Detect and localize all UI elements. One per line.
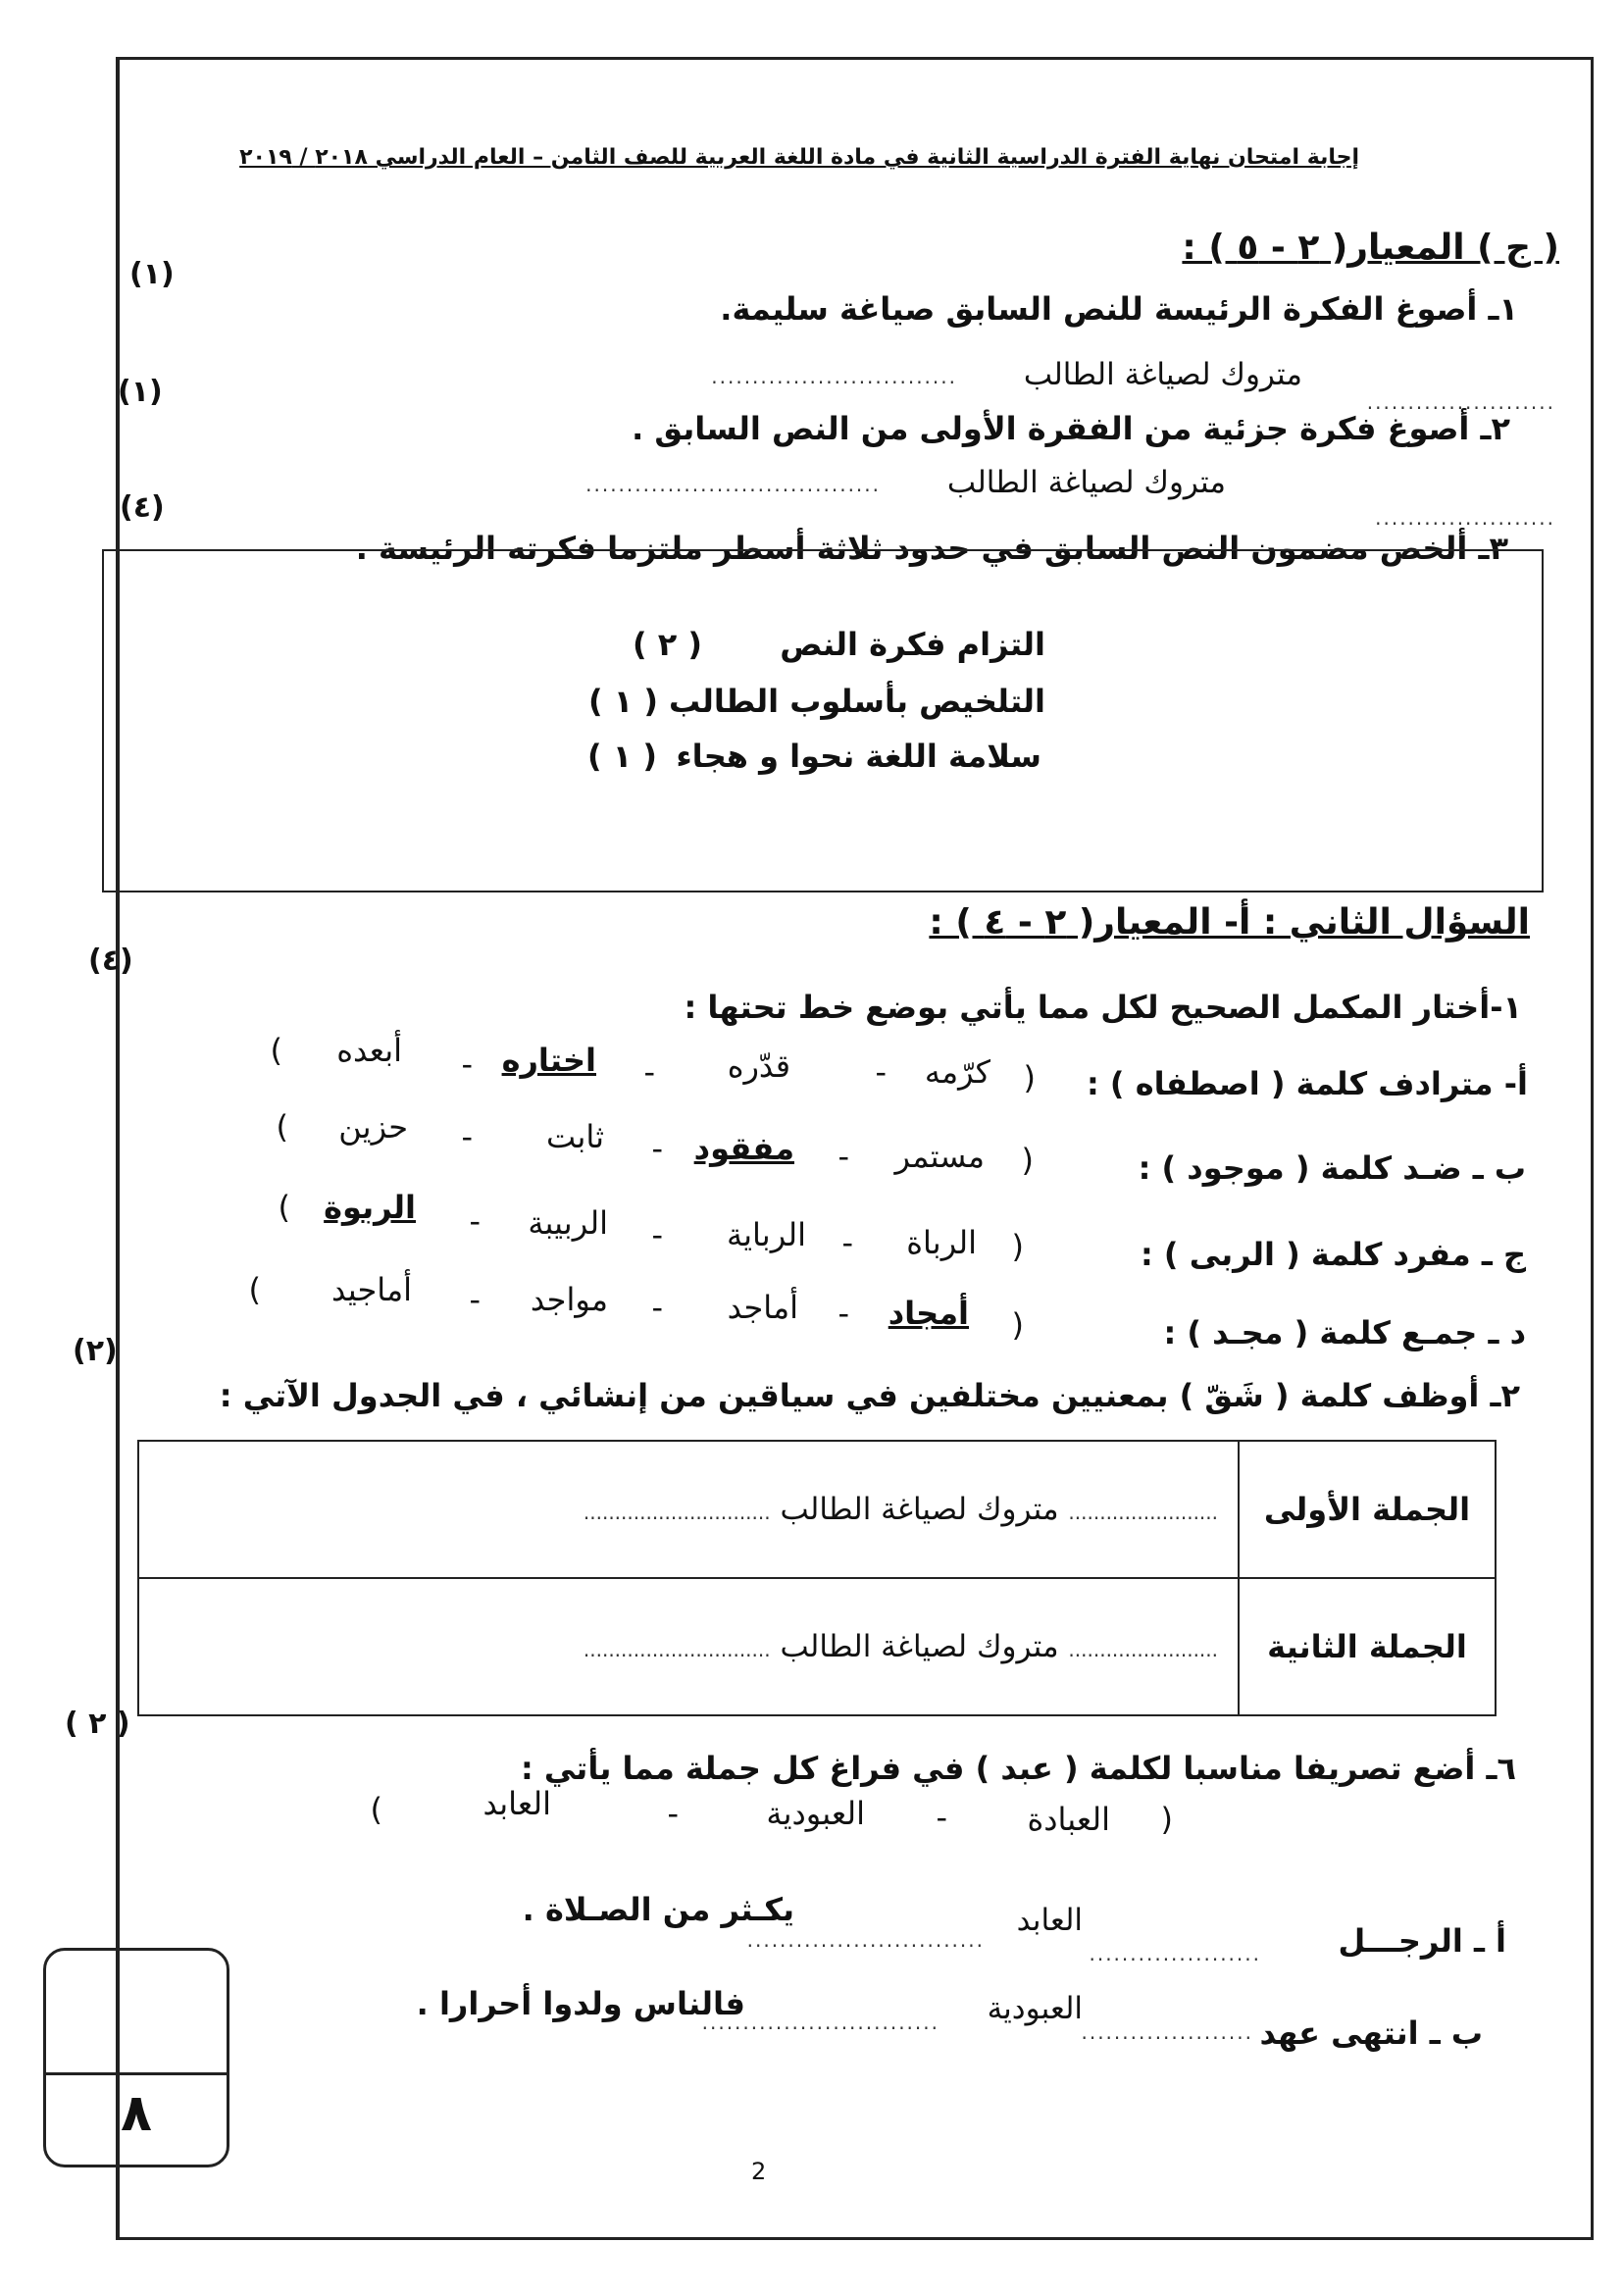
item-b-option-4: حزين <box>338 1108 408 1146</box>
criterion-1-text: التزام فكرة النص <box>780 626 1045 663</box>
q2-dots-left: .................................... <box>585 473 881 496</box>
criterion-1-score: ( ٢ ) <box>632 626 702 663</box>
page-number: 2 <box>751 2158 767 2185</box>
q2-text: ٢ـ أصوغ فكرة جزئية من الفقرة الأولى من النص السابق . <box>632 410 1510 447</box>
item-d-option-4: أماجيد <box>330 1271 412 1308</box>
criterion-2-text: التلخيص بأسلوب الطالب <box>668 683 1045 720</box>
item-a-label: أ- مترادف كلمة ( اصطفاه ) : <box>1086 1065 1528 1102</box>
item-d-option-3: مواجد <box>530 1281 608 1318</box>
q1-text: ١ـ أصوغ الفكرة الرئيسة للنص السابق صياغة سليمة. <box>720 290 1518 328</box>
q6-b-prefix: ب ـ انتهى عهد <box>1259 2014 1483 2052</box>
q6-option-1: العبادة <box>1027 1801 1110 1838</box>
q3-mark: (٤) <box>120 490 165 525</box>
item-d-option-2: أماجد <box>727 1289 798 1326</box>
item-d-label: د ـ جمـع كلمة ( مجـد ) : <box>1163 1314 1526 1351</box>
q1-dots-right: ....................... <box>1366 390 1555 414</box>
item-c-option-4: الربوة <box>324 1189 416 1226</box>
score-box <box>43 1948 229 2167</box>
item-c-option-2: الرباية <box>726 1216 806 1253</box>
page-header: إجابة امتحان نهاية الفترة الدراسية الثانية في مادة اللغة العربية للصف الثامن – العام الدراسي ٢٠١٨ / ٢٠١٩ <box>239 145 1359 170</box>
s2-q2-text: ٢ـ أوظف كلمة ( شَقّ ) بمعنيين مختلفين في سياقين من إنشائي ، في الجدول الآتي : <box>219 1377 1520 1414</box>
q6-b-answer: العبودية <box>987 1991 1083 2026</box>
score-value: ٨ <box>121 2084 152 2143</box>
item-c-option-3: الربيبة <box>528 1204 608 1242</box>
item-d-option-1: أمجاد <box>888 1295 969 1332</box>
q1-mark: (١) <box>129 257 175 291</box>
summary-criteria-box <box>102 549 1544 892</box>
q1-answer: متروك لصياغة الطالب <box>1023 357 1302 392</box>
s2-q6-text: ٦ـ أضع تصريفا مناسبا لكلمة ( عبد ) في فراغ كل جملة مما يأتي : <box>520 1750 1516 1787</box>
q1-dots-left: .............................. <box>711 365 957 388</box>
row-2-label: الجملة الثانية <box>1239 1578 1496 1715</box>
item-a-option-1: كرّمه <box>924 1053 990 1091</box>
q6-option-3: العابد <box>482 1785 551 1822</box>
section-c-title: ( ج ) المعيار( ٢ - ٥ ) : <box>1182 228 1559 268</box>
s2-q2-mark: (٢) <box>73 1334 118 1368</box>
q6-a-suffix: يكـثر من الصـلاة . <box>522 1891 794 1928</box>
item-a-option-4: أبعده <box>336 1032 402 1069</box>
criterion-3-text: سلامة اللغة نحوا و هجاء <box>676 738 1041 775</box>
sentences-table <box>137 1440 1497 1716</box>
table-row <box>138 1441 1496 1578</box>
item-b-option-1: مستمر <box>894 1138 985 1175</box>
s2-q1-mark: (٤) <box>88 943 133 978</box>
criterion-2-score: ( ١ ) <box>587 683 658 720</box>
item-c-label: ج ـ مفرد كلمة ( الربى ) : <box>1140 1236 1526 1273</box>
item-a-option-3: اختاره <box>501 1042 596 1079</box>
q2-mark: (١) <box>118 375 163 409</box>
q3-text: ٣ـ ألخص مضمون النص السابق في حدود ثلاثة أسطر ملتزما فكرته الرئيسة . <box>355 530 1508 567</box>
section-2-title: السؤال الثاني : أ- المعيار( ٢ - ٤ ) : <box>929 902 1530 943</box>
row-2-answer-cell: ........................ متروك لصياغة الطالب .............................. <box>138 1578 1239 1715</box>
q6-b-suffix: فالناس ولدوا أحرارا . <box>416 1985 745 2022</box>
s2-q1-text: ١-أختار المكمل الصحيح لكل مما يأتي بوضع خط تحتها : <box>684 989 1522 1026</box>
q6-a-answer: العابد <box>1016 1903 1083 1938</box>
row-1-label: الجملة الأولى <box>1239 1441 1496 1578</box>
table-row <box>138 1578 1496 1715</box>
item-b-option-2: مفقود <box>693 1130 794 1167</box>
row-1-answer-cell: ........................ متروك لصياغة الطالب .............................. <box>138 1441 1239 1578</box>
q6-option-2: العبودية <box>766 1795 865 1832</box>
item-a-option-2: قدّره <box>727 1047 790 1085</box>
q2-answer: متروك لصياغة الطالب <box>946 465 1226 500</box>
item-b-label: ب ـ ضـد كلمة ( موجود ) : <box>1138 1149 1526 1187</box>
row-2-answer: متروك لصياغة الطالب <box>780 1629 1059 1664</box>
s2-q6-mark: ( ٢ ) <box>65 1707 130 1741</box>
q2-dots-right: ...................... <box>1375 506 1555 530</box>
q6-a-prefix: أ ـ الرجـــل <box>1338 1922 1506 1960</box>
item-b-option-3: ثابت <box>546 1118 604 1155</box>
criterion-3-score: ( ١ ) <box>586 738 657 775</box>
row-1-answer: متروك لصياغة الطالب <box>780 1492 1059 1527</box>
item-c-option-1: الرباة <box>906 1224 977 1261</box>
